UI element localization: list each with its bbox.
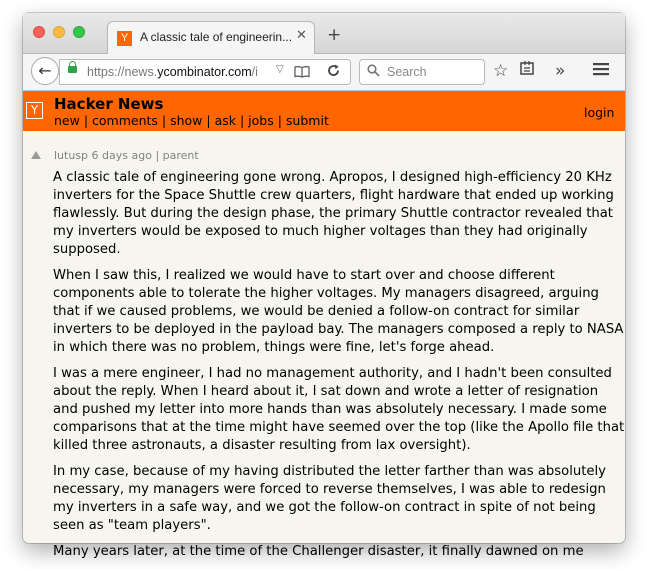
hamburger-menu-icon[interactable]	[593, 60, 609, 82]
login-link[interactable]: login	[584, 105, 615, 120]
title-bar	[23, 13, 625, 54]
hn-nav: new | comments | show | ask | jobs | submit	[54, 113, 329, 128]
tab-close-icon[interactable]: ✕	[296, 28, 307, 43]
upvote-arrow-icon[interactable]	[31, 151, 41, 159]
navigation-toolbar	[23, 54, 625, 91]
comment-paragraph: In my case, because of my having distributed the letter farther than was absolutely necessary, my managers were forced to reverse themselves, I was able to redesign my inverters in a safe way, and we got the follow-on contract in spite of not being seen as "team players".	[53, 464, 606, 533]
search-icon	[367, 64, 380, 81]
comment-paragraph: Many years later, at the time of the Challenger disaster, it finally dawned on me	[53, 544, 584, 559]
nav-new[interactable]: new	[54, 113, 80, 128]
search-box[interactable]	[359, 59, 485, 85]
comment-user[interactable]: lutusp	[54, 149, 89, 162]
comment-age[interactable]: 6 days ago	[91, 149, 152, 162]
hn-logo-icon[interactable]: Y	[26, 102, 43, 119]
comment-paragraph: A classic tale of engineering gone wrong. Apropos, I designed high-efficiency 20 KHz inverters for the Space Shuttle crew quarters, flight hardware that ended up working flawlessly. But during the design phase, the primary Shuttle contractor revealed that my inverters would be exposed to much higher voltages than they had originally supposed.	[53, 170, 614, 257]
parent-link[interactable]: parent	[162, 149, 199, 162]
minimize-window-button[interactable]	[53, 26, 65, 38]
nav-submit[interactable]: submit	[285, 113, 329, 128]
url-text[interactable]: https://news.ycombinator.com/i	[87, 65, 258, 79]
overflow-chevrons-icon[interactable]: »	[555, 61, 566, 81]
site-title[interactable]: Hacker News	[54, 95, 164, 113]
new-tab-button[interactable]: +	[327, 25, 342, 45]
comment-text	[53, 169, 625, 569]
nav-jobs[interactable]: jobs	[248, 113, 274, 128]
back-button[interactable]	[31, 57, 59, 85]
url-bar[interactable]	[59, 59, 351, 85]
nav-ask[interactable]: ask	[214, 113, 236, 128]
search-input[interactable]: Search	[387, 65, 427, 79]
nav-comments[interactable]: comments	[92, 113, 158, 128]
comment-paragraph: I was a mere engineer, I had no management authority, and I hadn't been consulted about the reply. When I heard about it, I sat down and wrote a letter of resignation and pushed my letter into more hands than was absolutely necessary. I made some comparisons that at the time might have seemed over the top (like the Apollo file that killed three astronauts, a disaster resulting from lax oversight).	[53, 366, 625, 453]
comment-meta: lutusp 6 days ago | parent	[54, 149, 199, 162]
reading-list-icon[interactable]	[519, 60, 535, 82]
tab-title: A classic tale of engineerin...	[140, 30, 293, 44]
close-window-button[interactable]	[33, 26, 45, 38]
lock-icon	[68, 66, 77, 73]
comment-paragraph: When I saw this, I realized we would have to start over and choose different components able to tolerate the higher voltages. My managers disagreed, arguing that if we caused problems, we would be denied a follow-on contract for similar inverters to be deployed in the payload bay. The managers composed a reply to NASA in which there was no problem, things were fine, let's forge ahead.	[53, 268, 624, 355]
nav-show[interactable]: show	[170, 113, 203, 128]
maximize-window-button[interactable]	[73, 26, 85, 38]
hn-favicon-icon: Y	[117, 31, 132, 46]
reader-view-icon[interactable]	[294, 65, 310, 82]
reload-icon[interactable]	[326, 63, 341, 82]
bookmark-star-icon[interactable]: ☆	[493, 61, 509, 81]
dropdown-arrow-icon[interactable]: ▽	[276, 64, 284, 75]
browser-tab[interactable]	[107, 21, 315, 54]
hn-header	[23, 91, 625, 131]
comment	[23, 131, 625, 559]
back-arrow-icon: ←	[38, 61, 52, 80]
browser-window	[23, 13, 625, 559]
